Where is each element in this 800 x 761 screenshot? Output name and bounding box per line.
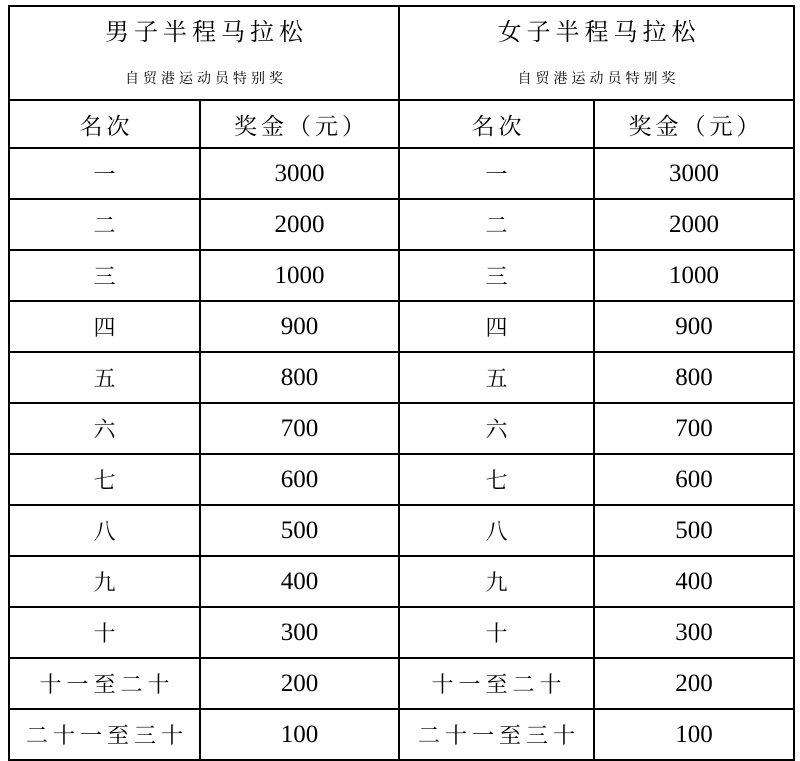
men-table-title: 男子半程马拉松 xyxy=(105,18,308,46)
rank-cell: 三 xyxy=(9,250,200,301)
table-row xyxy=(9,454,794,505)
women-rank-header: 名次 xyxy=(399,100,594,148)
rank-cell: 七 xyxy=(399,454,594,505)
prize-cell: 600 xyxy=(594,454,794,505)
women-table-subtitle: 自贸港运动员特别奖 xyxy=(517,71,680,87)
women-table-title: 女子半程马拉松 xyxy=(497,18,701,46)
rank-cell: 八 xyxy=(9,505,200,556)
table-row xyxy=(9,556,794,607)
table-row xyxy=(9,148,794,199)
table-row xyxy=(9,505,794,556)
table-row xyxy=(9,199,794,250)
rank-cell: 九 xyxy=(9,556,200,607)
prize-cell: 800 xyxy=(200,352,399,403)
prize-cell: 100 xyxy=(594,709,794,760)
table-row xyxy=(9,250,794,301)
rank-cell: 二 xyxy=(399,199,594,250)
rank-cell: 二十一至三十 xyxy=(399,709,594,760)
rank-cell: 七 xyxy=(9,454,200,505)
prize-cell: 1000 xyxy=(594,250,794,301)
rank-cell: 六 xyxy=(9,403,200,454)
prize-cell: 3000 xyxy=(200,148,399,199)
rank-cell: 六 xyxy=(399,403,594,454)
rank-cell: 九 xyxy=(399,556,594,607)
prize-cell: 700 xyxy=(594,403,794,454)
women-title-cell xyxy=(399,6,794,100)
women-prize-header: 奖金（元） xyxy=(594,100,794,148)
men-rank-header: 名次 xyxy=(9,100,200,148)
men-title-cell xyxy=(9,6,399,100)
rank-cell: 一 xyxy=(9,148,200,199)
prize-table xyxy=(8,5,795,761)
rank-cell: 三 xyxy=(399,250,594,301)
table-row xyxy=(9,658,794,709)
table-row xyxy=(9,352,794,403)
prize-cell: 500 xyxy=(594,505,794,556)
table-row xyxy=(9,607,794,658)
prize-cell: 900 xyxy=(594,301,794,352)
rank-cell: 二 xyxy=(9,199,200,250)
prize-cell: 3000 xyxy=(594,148,794,199)
table-row xyxy=(9,709,794,760)
prize-cell: 500 xyxy=(200,505,399,556)
prize-cell: 200 xyxy=(594,658,794,709)
rank-cell: 十一至二十 xyxy=(9,658,200,709)
rank-cell: 四 xyxy=(9,301,200,352)
rank-cell: 一 xyxy=(399,148,594,199)
men-prize-header: 奖金（元） xyxy=(200,100,399,148)
prize-cell: 200 xyxy=(200,658,399,709)
prize-cell: 100 xyxy=(200,709,399,760)
rank-cell: 二十一至三十 xyxy=(9,709,200,760)
rank-cell: 十 xyxy=(9,607,200,658)
prize-cell: 1000 xyxy=(200,250,399,301)
column-header-row xyxy=(9,100,794,148)
rank-cell: 八 xyxy=(399,505,594,556)
prize-cell: 400 xyxy=(200,556,399,607)
prize-cell: 400 xyxy=(594,556,794,607)
rank-cell: 四 xyxy=(399,301,594,352)
prize-cell: 2000 xyxy=(200,199,399,250)
document-sheet xyxy=(8,5,793,749)
rank-cell: 五 xyxy=(399,352,594,403)
men-table-subtitle: 自贸港运动员特别奖 xyxy=(125,71,287,87)
rank-cell: 十 xyxy=(399,607,594,658)
table-row xyxy=(9,301,794,352)
prize-cell: 2000 xyxy=(594,199,794,250)
title-row xyxy=(9,6,794,100)
prize-cell: 800 xyxy=(594,352,794,403)
rank-cell: 五 xyxy=(9,352,200,403)
prize-cell: 600 xyxy=(200,454,399,505)
prize-cell: 700 xyxy=(200,403,399,454)
prize-cell: 300 xyxy=(200,607,399,658)
prize-cell: 900 xyxy=(200,301,399,352)
prize-cell: 300 xyxy=(594,607,794,658)
table-row xyxy=(9,403,794,454)
rank-cell: 十一至二十 xyxy=(399,658,594,709)
